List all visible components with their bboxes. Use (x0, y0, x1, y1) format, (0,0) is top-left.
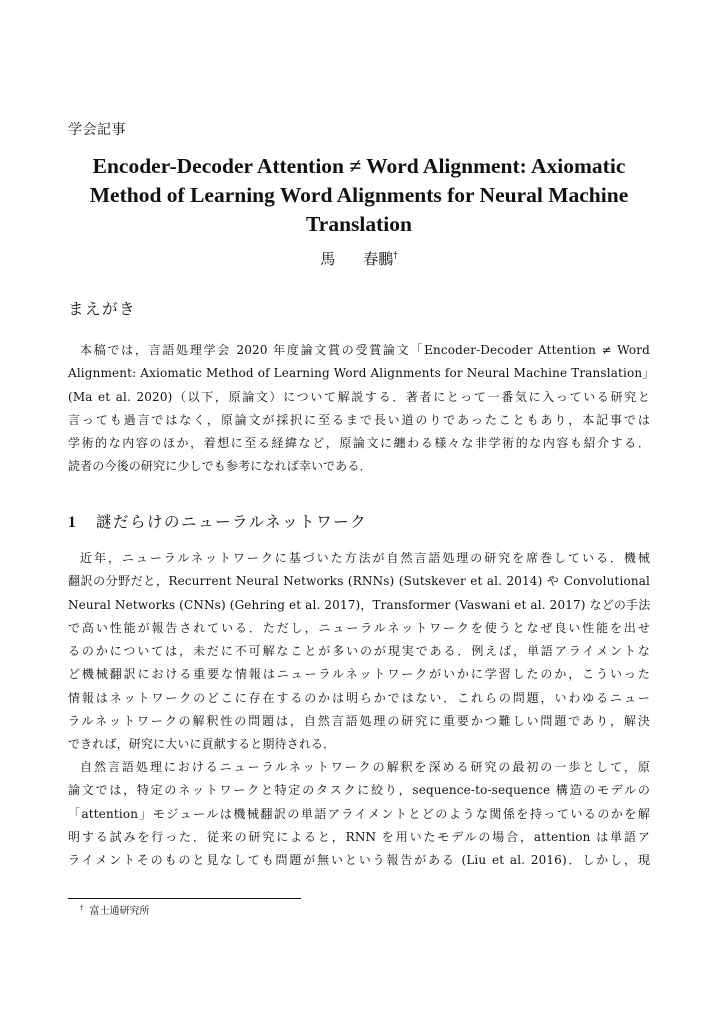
section1-paragraph-2 (68, 756, 650, 872)
paragraph-line: 自然言語処理におけるニューラルネットワークの解釈を深める研究の最初の一歩として，原 (80, 760, 650, 774)
paragraph-line: るのかについては，未だに不可解なことが多いのが現実である．例えば，単語アライメントな (68, 644, 650, 659)
paragraph-line: 明する試みを行った．従来の研究によると，RNN を用いたモデルの場合，attention は単語ア (68, 829, 650, 844)
author-family-name: 馬 (320, 250, 336, 268)
section-number: 1 (68, 514, 76, 531)
title-line: Encoder-Decoder Attention ≠ Word Alignment: Axiomatic (92, 154, 626, 178)
paragraph-line: 翻訳の分野だと，Recurrent Neural Networks (RNNs) (Sutskever et al. 2014) や Convolutional (68, 574, 650, 589)
paragraph-line: Alignment: Axiomatic Method of Learning Word Alignments for Neural Machine Translation」 (68, 366, 655, 381)
author-affiliation-mark: † (393, 251, 398, 261)
paragraph-line: 情報はネットワークのどこに存在するのかは明らかではない．これらの問題，いわゆるニュー (68, 690, 650, 705)
author-line (68, 248, 650, 269)
paragraph-line: 学術的な内容のほか，着想に至る経緯など，原論文に纏わる様々な非学術的な内容も紹介する． (68, 436, 650, 451)
title-line: Translation (306, 212, 412, 236)
footnote-text: 富士通研究所 (89, 906, 150, 917)
paragraph-line: 言っても過言ではなく，原論文が採択に至るまで長い道のりであったこともあり，本記事では (68, 412, 650, 427)
preface-paragraph (68, 339, 655, 479)
paragraph-line: できれば，研究に大いに貢献すると期待される． (68, 737, 336, 752)
paragraph-line: 本稿では，言語処理学会 2020 年度論文賞の受賞論文「Encoder-Decoder Attention ≠ Word (80, 343, 650, 357)
section-heading-preface (68, 297, 136, 319)
paragraph-line: ライメントそのものと見なしても問題が無いという報告がある (Liu et al. 2016)．しかし，現 (68, 853, 650, 868)
title-line: Method of Learning Word Alignments for Neural Machine (89, 183, 629, 207)
footnote-mark: † (80, 904, 84, 912)
footnote (80, 902, 150, 917)
paragraph-line: Neural Networks (CNNs) (Gehring et al. 2017)，Transformer (Vaswani et al. 2017) などの手法 (68, 597, 651, 612)
section-heading-1 (68, 510, 367, 532)
article-title (68, 152, 650, 239)
section1-paragraph-1 (68, 547, 650, 757)
paragraph-line: 近年，ニューラルネットワークに基づいた方法が自然言語処理の研究を席巻している．機械 (80, 551, 650, 565)
paragraph-line: (Ma et al. 2020)（以下，原論文）について解説する．著者にとって一番気に入っている研究と (68, 389, 650, 404)
paragraph-line: 「attention」モジュールは機械翻訳の単語アライメントとどのような関係を持っているのかを解 (68, 806, 650, 821)
footnote-rule (68, 898, 301, 899)
paragraph-line: 論文では，特定のネットワークと特定のタスクに絞り，sequence-to-sequence 構造のモデルの (68, 783, 650, 798)
paragraph-line: で高い性能が報告されている．ただし，ニューラルネットワークを使うとなぜ良い性能を出せ (68, 620, 650, 635)
paragraph-line: ど機械翻訳における重要な情報はニューラルネットワークがいかに学習したのか，こういった (68, 667, 650, 682)
article-category: 学会記事 (68, 122, 126, 138)
paragraph-line: ラルネットワークの解釈性の問題は，自然言語処理の研究に重要かつ難しい問題であり，解決 (68, 714, 650, 729)
section-title: 謎だらけのニューラルネットワーク (96, 513, 368, 531)
paragraph-line: 読者の今後の研究に少しでも参考になれば幸いである． (68, 459, 372, 474)
author-given-name: 春鵬 (363, 250, 394, 268)
section-title: まえがき (68, 300, 137, 318)
